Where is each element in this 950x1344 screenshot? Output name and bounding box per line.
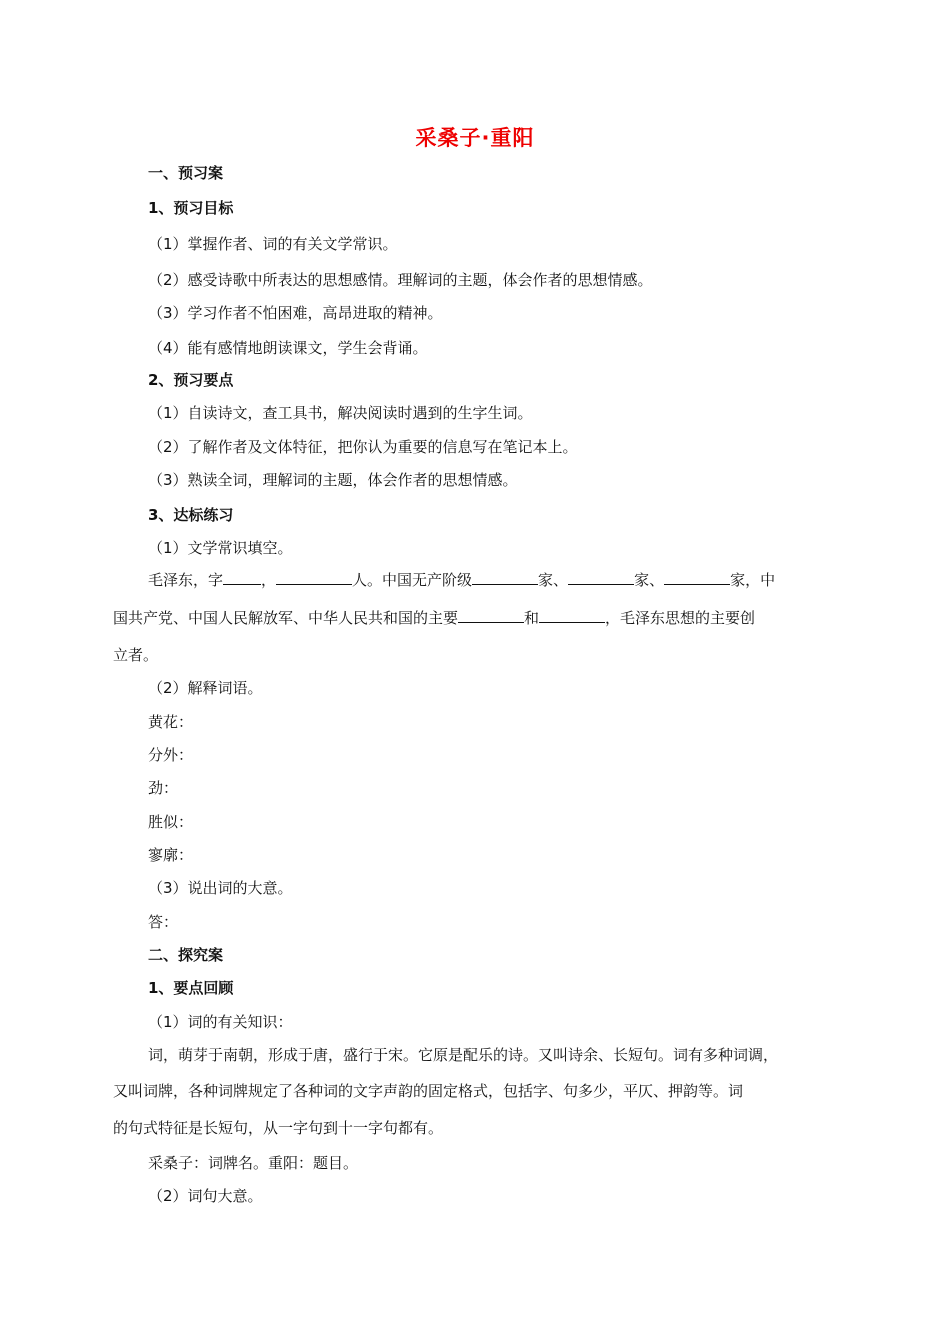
term-label: 黄花： (148, 713, 194, 731)
point-item: （3）熟读全词，理解词的主题，体会作者的思想情感。 (148, 471, 518, 489)
section-heading-preview: 一、预习案 (148, 164, 224, 182)
goal-item: （1）掌握作者、词的有关文学常识。 (148, 235, 398, 253)
goal-item: （2）感受诗歌中所表达的思想感情。理解词的主题，体会作者的思想情感。 (148, 271, 653, 289)
subheading-review: 1、要点回顾 (148, 979, 234, 997)
fill-blank-line-1: 毛泽东，字 ， 人。中国无产阶级 家、 家、 家，中 (148, 571, 776, 589)
question-explain-words: （2）解释词语。 (148, 679, 263, 697)
fill-blank-line-2: 国共产党、中国人民解放军、中华人民共和国的主要 和 ，毛泽东思想的主要创 (113, 609, 756, 627)
page-title: 采桑子·重阳 (415, 126, 535, 150)
term-label: 寥廓： (148, 846, 194, 864)
answer-label: 答： (148, 913, 179, 931)
review-subitem: （2）词句大意。 (148, 1187, 263, 1205)
point-item: （2）了解作者及文体特征，把你认为重要的信息写在笔记本上。 (148, 438, 578, 456)
goal-item: （3）学习作者不怕困难，高昂进取的精神。 (148, 304, 443, 322)
blank-field[interactable] (539, 608, 605, 623)
review-subitem: （1）词的有关知识： (148, 1013, 293, 1031)
blank-field[interactable] (223, 570, 261, 585)
paragraph-line: 的句式特征是长短句，从一字句到十一字句都有。 (113, 1119, 444, 1137)
blank-field[interactable] (458, 608, 524, 623)
subheading-goals: 1、预习目标 (148, 199, 234, 217)
blank-field[interactable] (472, 570, 538, 585)
term-label: 胜似： (148, 813, 194, 831)
term-label: 分外： (148, 746, 194, 764)
question-meaning: （3）说出词的大意。 (148, 879, 293, 897)
term-label: 劲： (148, 779, 179, 797)
blank-field[interactable] (276, 570, 352, 585)
blank-field[interactable] (664, 570, 730, 585)
fill-blank-line-3: 立者。 (113, 646, 159, 664)
note-line: 采桑子：词牌名。重阳：题目。 (148, 1154, 359, 1172)
subheading-practice: 3、达标练习 (148, 506, 234, 524)
paragraph-line: 又叫词牌，各种词牌规定了各种词的文字声韵的固定格式，包括字、句多少，平仄、押韵等。词 (113, 1082, 744, 1100)
paragraph-line: 词，萌芽于南朝，形成于唐，盛行于宋。它原是配乐的诗。又叫诗余、长短句。词有多种词调， (148, 1046, 779, 1064)
subheading-points: 2、预习要点 (148, 371, 234, 389)
blank-field[interactable] (568, 570, 634, 585)
section-heading-explore: 二、探究案 (148, 946, 224, 964)
goal-item: （4）能有感情地朗读课文，学生会背诵。 (148, 339, 428, 357)
question-fill-blank: （1）文学常识填空。 (148, 539, 293, 557)
point-item: （1）自读诗文，查工具书，解决阅读时遇到的生字生词。 (148, 404, 533, 422)
